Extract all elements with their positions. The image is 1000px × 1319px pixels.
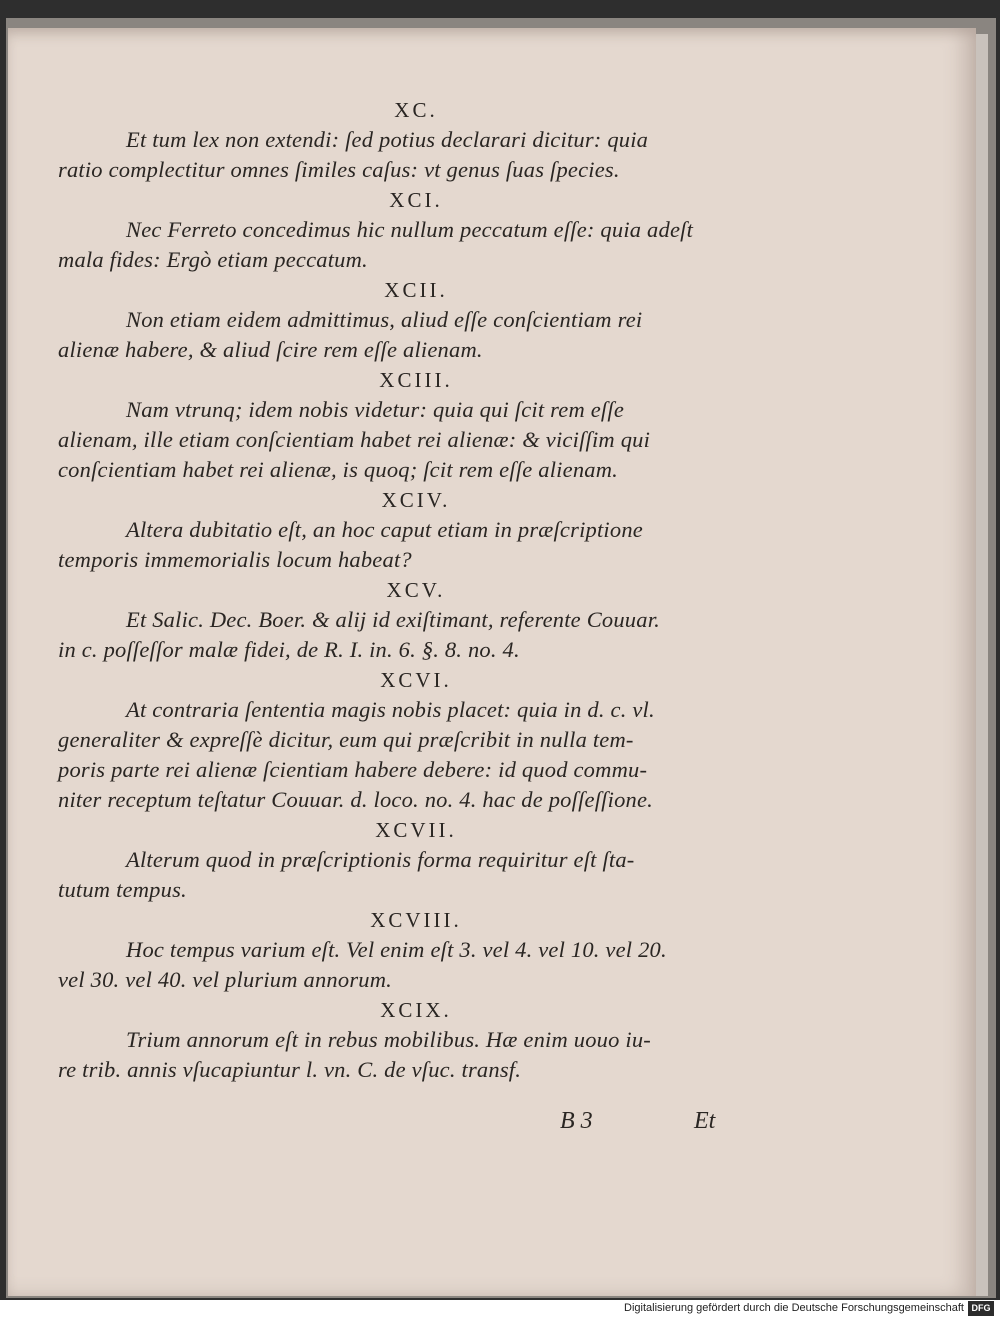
text-line: conſcientiam habet rei alienæ, is quoq; ſcit rem eſſe alienam. <box>58 457 618 482</box>
text-line: in c. poſſeſſor malæ fidei, de R. I. in. 6. §. 8. no. 4. <box>58 637 520 662</box>
text-line: poris parte rei alienæ ſcientiam habere debere: id quod commu- <box>58 757 648 782</box>
text-line: vel 30. vel 40. vel plurium annorum. <box>58 967 393 992</box>
text-line: re trib. annis vſucapiuntur l. vn. C. de vſuc. transf. <box>58 1057 522 1082</box>
text-line: Et Salic. Dec. Boer. & alij id exiſtimant, referente Couuar. <box>126 607 660 632</box>
credit-text: Digitalisierung gefördert durch die Deutsche Forschungsgemeinschaft <box>624 1302 964 1314</box>
section-number: XCIII. <box>379 368 453 392</box>
section-number: XCVII. <box>375 818 457 842</box>
section-number: XCV. <box>386 578 446 602</box>
text-line: temporis immemorialis locum habeat? <box>58 547 412 572</box>
section-number: XCIX. <box>380 998 452 1022</box>
section-number: XCVIII. <box>370 908 462 932</box>
text-line: generaliter & expreſſè dicitur, eum qui præſcribit in nulla tem- <box>58 727 634 752</box>
text-line: mala fides: Ergò etiam peccatum. <box>58 247 368 272</box>
text-line: Altera dubitatio eſt, an hoc caput etiam in præſcriptione <box>126 517 643 542</box>
section-number: XCII. <box>384 278 448 302</box>
page-text <box>58 95 748 1085</box>
section-number: XCIV. <box>381 488 451 512</box>
text-line: tutum tempus. <box>58 877 187 902</box>
section-number: XCVI. <box>380 668 452 692</box>
section-number: XC. <box>394 98 438 122</box>
text-line: ratio complectitur omnes ſimiles caſus: vt genus ſuas ſpecies. <box>58 157 620 182</box>
text-line: alienæ habere, & aliud ſcire rem eſſe alienam. <box>58 337 483 362</box>
text-line: Nam vtrunq; idem nobis videtur: quia qui ſcit rem eſſe <box>126 397 625 422</box>
text-line: At contraria ſententia magis nobis placet: quia in d. c. vl. <box>126 697 655 722</box>
text-line: Alterum quod in præſcriptionis forma requiritur eſt ſta- <box>126 847 635 872</box>
catchword: Et <box>694 1108 716 1134</box>
text-line: alienam, ille etiam conſcientiam habet rei alienæ: & viciſſim qui <box>58 427 651 452</box>
text-line: Non etiam eidem admittimus, aliud eſſe conſcientiam rei <box>126 307 643 332</box>
dfg-logo: DFG <box>968 1301 994 1316</box>
signature-mark: B 3 <box>560 1108 593 1134</box>
text-line: Et tum lex non extendi: ſed potius declarari dicitur: quia <box>126 127 649 152</box>
text-line: Nec Ferreto concedimus hic nullum peccatum eſſe: quia adeſt <box>126 217 694 242</box>
section-number: XCI. <box>389 188 443 212</box>
text-line: niter receptum teſtatur Couuar. d. loco. no. 4. hac de poſſeſſione. <box>58 787 653 812</box>
text-line: Hoc tempus varium eſt. Vel enim eſt 3. vel 4. vel 10. vel 20. <box>126 937 667 962</box>
text-line: Trium annorum eſt in rebus mobilibus. Hæ enim uouo iu- <box>126 1027 651 1052</box>
